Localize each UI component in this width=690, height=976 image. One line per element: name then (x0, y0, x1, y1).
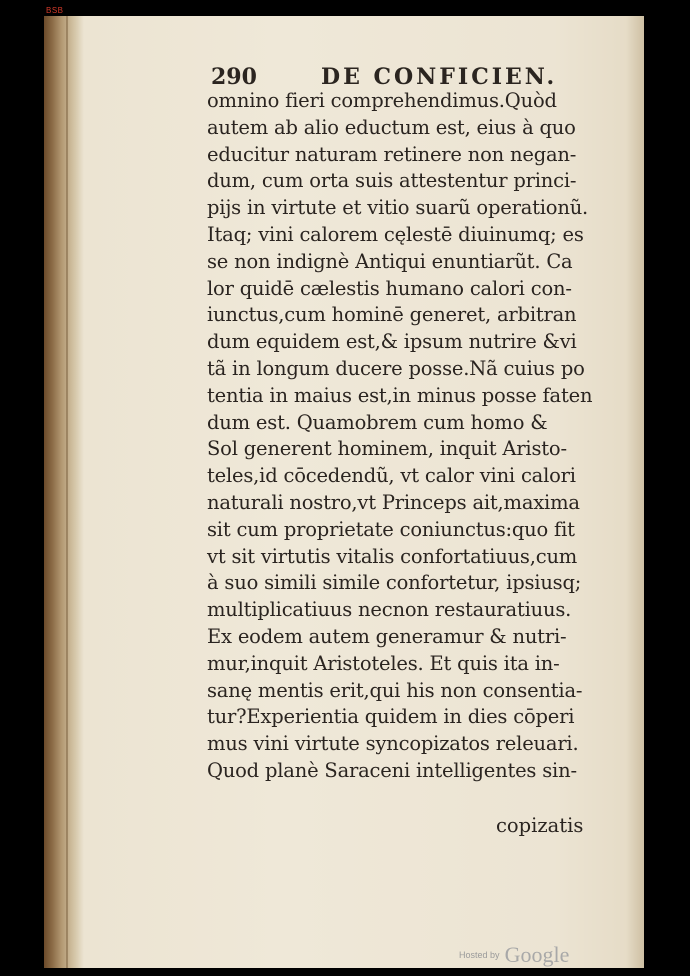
text-line: sanę mentis erit,qui his non consentia- (207, 678, 583, 702)
running-head: DE CONFICIEN. (321, 64, 558, 90)
text-line: dum, cum orta suis attestentur princi- (207, 169, 577, 193)
text-line: multiplicatiuus necnon restauratiuus. (207, 598, 572, 622)
text-line: tur?Experientia quidem in dies cōperi (207, 705, 575, 729)
text-line: autem ab alio eductum est, eius à quo (207, 115, 576, 139)
text-line: se non indignè Antiqui enuntiarũt. Ca (207, 249, 573, 273)
text-line: teles,id cōcedendũ, vt calor vini calori (207, 464, 576, 488)
library-mark: BSB (46, 6, 64, 15)
text-line: omnino fieri comprehendimus.Quòd (207, 89, 557, 112)
text-line: sit cum proprietate coniunctus:quo fit (207, 517, 575, 541)
text-line: tã in longum ducere posse.Nã cuius po (207, 356, 585, 380)
hosted-by-label: Hosted by (459, 950, 500, 960)
text-line: tentia in maius est,in minus posse faten (207, 383, 593, 407)
text-line: pijs in virtute et vitio suarũ operationũ. (207, 196, 589, 220)
text-line: iunctus,cum hominē generet, arbitran (207, 303, 577, 327)
text-line: mur,inquit Aristoteles. Et quis ita in- (207, 651, 560, 675)
text-line: vt sit virtutis vitalis confortatiuus,cum (207, 544, 578, 568)
google-logo: Google (504, 942, 570, 967)
text-line: lor quidē cælestis humano calori con- (207, 276, 572, 300)
body-text (207, 88, 627, 785)
text-line: mus vini virtute syncopizatos releuari. (207, 732, 579, 756)
text-line: dum equidem est,& ipsum nutrire &vi (207, 330, 577, 354)
page-number: 290 (211, 64, 257, 90)
text-line: Itaq; vini calorem cęlestē diuinumq; es (207, 222, 584, 246)
text-line: Ex eodem autem generamur & nutri- (207, 624, 567, 648)
text-line: naturali nostro,vt Princeps ait,maxima (207, 490, 580, 514)
page-binding-edge (44, 16, 84, 968)
binding-shadow-line (66, 16, 68, 968)
book-page (44, 16, 644, 968)
text-line: Sol generent hominem, inquit Aristo- (207, 437, 567, 461)
text-line: educitur naturam retinere non negan- (207, 142, 577, 166)
page-right-edge (626, 16, 644, 968)
text-line: à suo simili simile confortetur, ipsiusq; (207, 571, 582, 595)
catchword: copizatis (496, 814, 584, 837)
text-line: dum est. Quamobrem cum homo & (207, 410, 548, 434)
text-line: Quod planè Saraceni intelligentes sin- (207, 758, 577, 782)
hosted-by-watermark (459, 942, 569, 968)
